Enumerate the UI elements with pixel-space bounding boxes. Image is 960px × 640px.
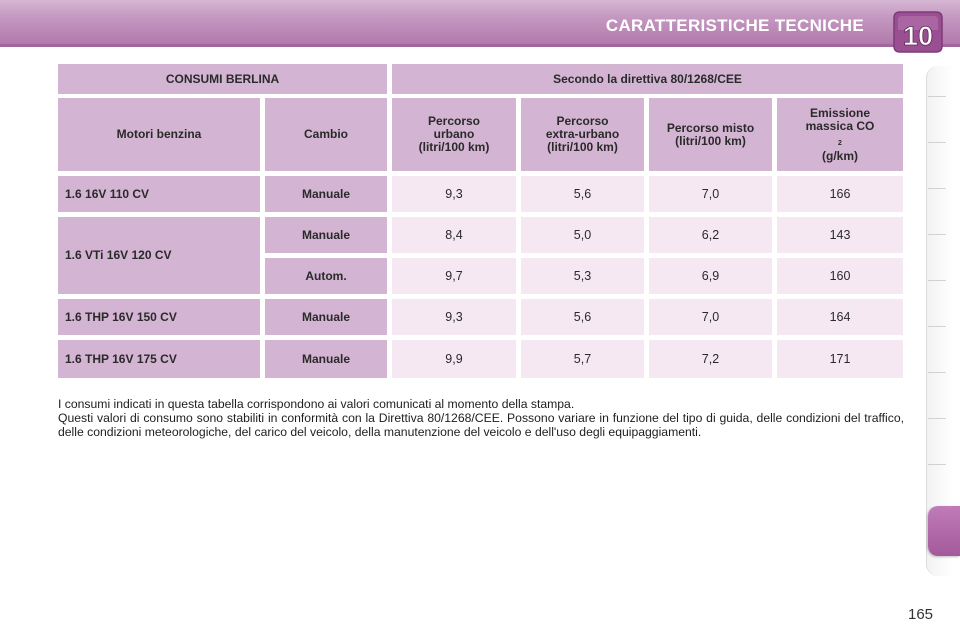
header-line: (litri/100 km) [418, 140, 490, 154]
column-header-emission [777, 98, 903, 171]
co2-value: 166 [777, 176, 903, 212]
mixed-value: 6,2 [649, 217, 772, 253]
header-line: urbano [433, 127, 475, 141]
tab-divider [928, 280, 946, 281]
consumption-note [58, 397, 904, 439]
tab-divider [928, 142, 946, 143]
column-header-extra-urban [521, 98, 644, 171]
header-line [806, 120, 875, 150]
page-title: CARATTERISTICHE TECNICHE [605, 16, 864, 35]
urban-value: 8,4 [392, 217, 516, 253]
header-underline [0, 44, 960, 47]
tab-divider [928, 188, 946, 189]
note-line-directive: Questi valori di consumo sono stabiliti in conformità con la Direttiva 80/1268/CEE. Possono variare in funzione del tipo di guida, delle condizioni del traffico, delle condizioni meteorologiche, del carico del veicolo, della manutenzione del veicolo e dell'uso degli equipaggiamenti. [58, 411, 904, 439]
column-header-mixed [649, 98, 772, 171]
header-line: Percorso misto [666, 120, 755, 135]
column-header-gearbox: Cambio [265, 98, 387, 171]
header-line: (litri/100 km) [547, 140, 618, 154]
engine-cell: 1.6 16V 110 CV [58, 176, 260, 212]
header-text: massica CO [805, 118, 875, 133]
extra-urban-value: 5,0 [521, 217, 644, 253]
gearbox-cell: Manuale [265, 340, 387, 378]
chapter-number: 10 [902, 21, 934, 51]
mixed-value: 7,2 [649, 340, 772, 378]
urban-value: 9,3 [392, 299, 516, 335]
chapter-number-badge [892, 8, 944, 56]
mixed-value: 6,9 [649, 258, 772, 294]
engine-cell: 1.6 THP 16V 150 CV [58, 299, 260, 335]
subscript: 2 [838, 139, 842, 147]
tab-divider [928, 234, 946, 235]
extra-urban-value: 5,6 [521, 176, 644, 212]
column-header-urban [392, 98, 516, 171]
page-number: 165 [908, 606, 934, 623]
co2-value: 160 [777, 258, 903, 294]
mixed-value: 7,0 [649, 299, 772, 335]
header-line: (litri/100 km) [675, 133, 746, 148]
co2-value: 143 [777, 217, 903, 253]
column-header-engine: Motori benzina [58, 98, 260, 171]
active-chapter-tab[interactable] [928, 506, 960, 556]
tab-divider [928, 372, 946, 373]
gearbox-cell: Manuale [265, 299, 387, 335]
extra-urban-value: 5,7 [521, 340, 644, 378]
header-line: Percorso [556, 114, 609, 128]
extra-urban-value: 5,3 [521, 258, 644, 294]
gearbox-cell: Manuale [265, 176, 387, 212]
urban-value: 9,9 [392, 340, 516, 378]
gearbox-cell: Manuale [265, 217, 387, 253]
co2-value: 171 [777, 340, 903, 378]
tab-divider [928, 418, 946, 419]
table-title-cell: CONSUMI BERLINA [58, 64, 387, 94]
engine-cell: 1.6 THP 16V 175 CV [58, 340, 260, 378]
gearbox-cell: Autom. [265, 258, 387, 294]
urban-value: 9,3 [392, 176, 516, 212]
tab-divider [928, 326, 946, 327]
note-line-print: I consumi indicati in questa tabella corrispondono ai valori comunicati al momento della stampa. [58, 397, 575, 411]
directive-header-cell: Secondo la direttiva 80/1268/CEE [392, 64, 903, 94]
urban-value: 9,7 [392, 258, 516, 294]
header-line: (g/km) [822, 148, 858, 163]
tab-divider [928, 464, 946, 465]
mixed-value: 7,0 [649, 176, 772, 212]
header-line: Emissione [809, 105, 871, 120]
header-line: extra-urbano [545, 127, 620, 141]
tab-divider [928, 96, 946, 97]
co2-value: 164 [777, 299, 903, 335]
header-line: Percorso [427, 114, 481, 128]
extra-urban-value: 5,6 [521, 299, 644, 335]
engine-cell: 1.6 VTi 16V 120 CV [58, 217, 260, 294]
